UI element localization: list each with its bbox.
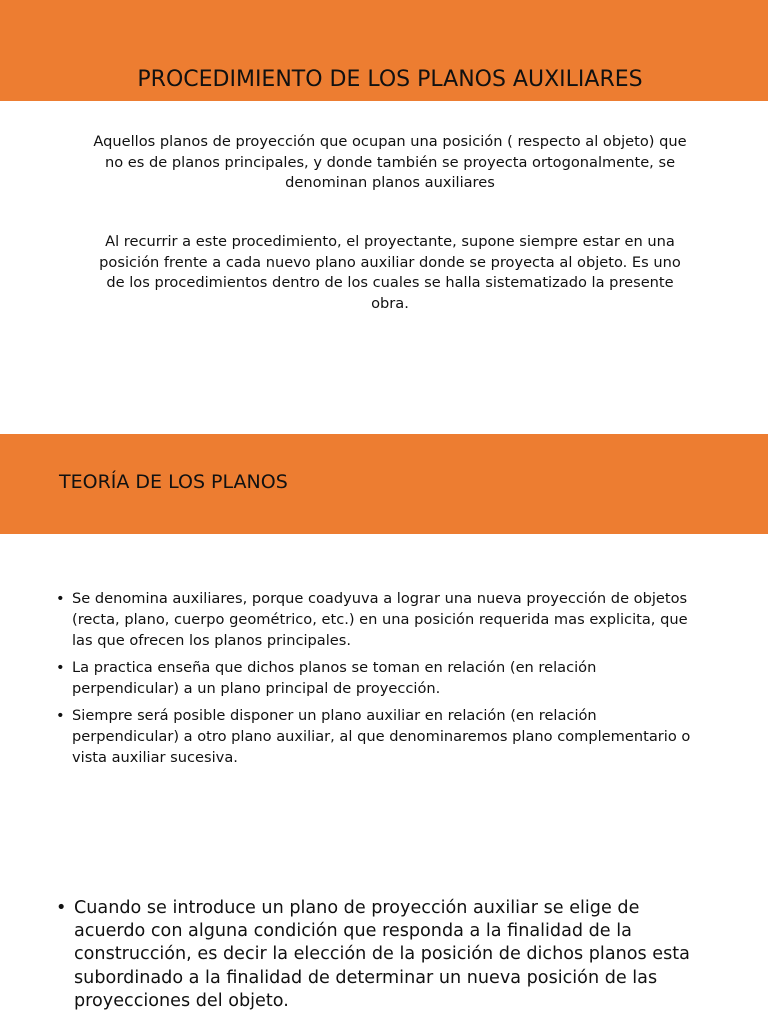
list-item-text: La practica enseña que dichos planos se toman en relación (en relación perpendicular) a un plano principal de proyección. [72,659,597,697]
bullet-icon: • [56,590,65,607]
section-title-procedimiento: PROCEDIMIENTO DE LOS PLANOS AUXILIARES [137,67,643,92]
section-title-teoria: TEORÍA DE LOS PLANOS [59,471,288,493]
paragraph-procedure: Al recurrir a este procedimiento, el proyectante, supone siempre estar en una posición frente a cada nuevo plano auxiliar donde se proyecta al objeto. Es uno de los procedimientos dentro de los cuales se halla sistematizado la presente obra. [99,233,681,312]
paragraph-definition: Aquellos planos de proyección que ocupan una posición ( respecto al objeto) que no es de planos principales, y donde también se proyecta ortogonalmente, se denominan planos auxiliares [93,133,687,191]
list-item [56,705,706,768]
bullet-icon: • [56,659,65,676]
list-item-text: Siempre será posible disponer un plano auxiliar en relación (en relación perpendicular) a otro plano auxiliar, al que denominaremos plano complementario o vista auxiliar sucesiva. [72,707,691,766]
bullet-list-seleccion [56,897,706,1013]
list-item [56,657,706,699]
bullet-list-teoria [56,588,706,774]
list-item-text: Se denomina auxiliares, porque coadyuva a lograr una nueva proyección de objetos (recta, plano, cuerpo geométrico, etc.) en una posición requerida mas explicita, que las que ofrecen los planos principales. [72,590,688,649]
list-item [56,588,706,651]
list-item-text: Cuando se introduce un plano de proyección auxiliar se elige de acuerdo con alguna condición que responda a la finalidad de la construcción, es decir la elección de la posición de dichos planos esta subordinado a la finalidad de determinar un nueva posición de las proyecciones del objeto. [74,898,690,1011]
list-item [56,897,706,1013]
bullet-icon: • [56,707,65,724]
bullet-icon: • [56,898,67,918]
